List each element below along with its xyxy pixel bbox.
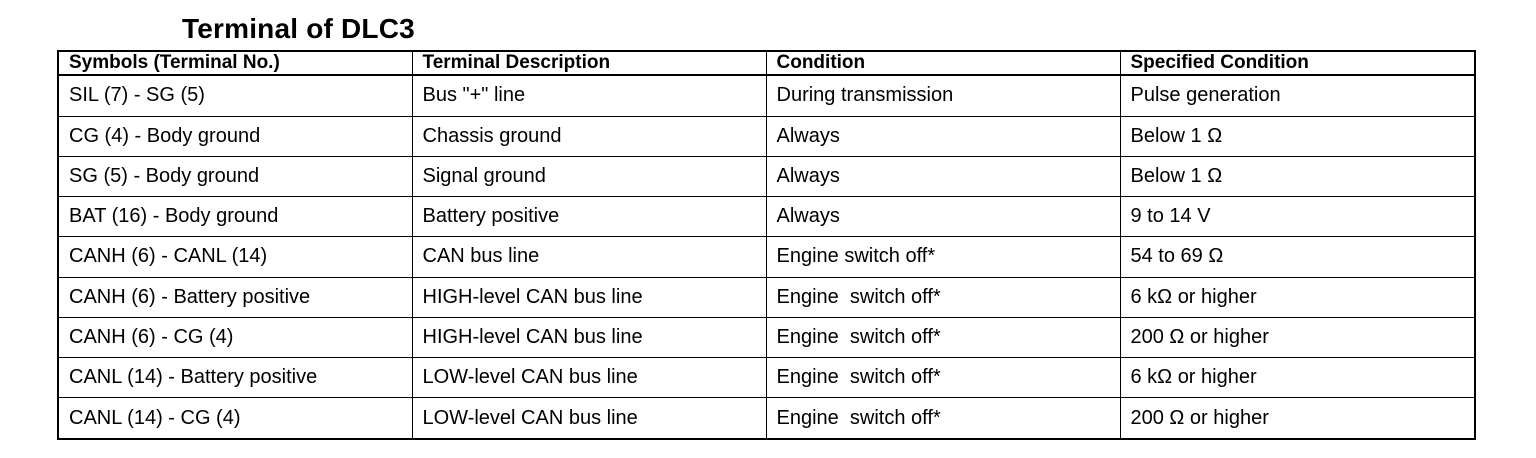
- cell-specified: 200 Ω or higher: [1120, 398, 1475, 439]
- cell-description: HIGH-level CAN bus line: [412, 277, 766, 317]
- cell-specified: Below 1 Ω: [1120, 116, 1475, 156]
- table-row: [58, 237, 1475, 277]
- cell-specified: 200 Ω or higher: [1120, 317, 1475, 357]
- cell-symbols: SG (5) - Body ground: [58, 156, 412, 196]
- table-row: [58, 317, 1475, 357]
- cell-specified: 9 to 14 V: [1120, 197, 1475, 237]
- terminal-spec-table: [57, 50, 1476, 440]
- cell-condition: Engine switch off*: [766, 358, 1120, 398]
- table-row: [58, 156, 1475, 196]
- page-title: Terminal of DLC3: [182, 13, 415, 44]
- header-condition: Condition: [766, 51, 1120, 75]
- cell-symbols: BAT (16) - Body ground: [58, 197, 412, 237]
- cell-description: Bus "+" line: [412, 75, 766, 116]
- cell-condition: Engine switch off*: [766, 317, 1120, 357]
- cell-condition: During transmission: [766, 75, 1120, 116]
- cell-condition: Engine switch off*: [766, 237, 1120, 277]
- cell-description: HIGH-level CAN bus line: [412, 317, 766, 357]
- cell-symbols: CG (4) - Body ground: [58, 116, 412, 156]
- cell-description: CAN bus line: [412, 237, 766, 277]
- cell-description: Chassis ground: [412, 116, 766, 156]
- cell-symbols: CANH (6) - Battery positive: [58, 277, 412, 317]
- cell-condition: Always: [766, 116, 1120, 156]
- cell-specified: Below 1 Ω: [1120, 156, 1475, 196]
- cell-condition: Always: [766, 197, 1120, 237]
- header-symbols: Symbols (Terminal No.): [58, 51, 412, 75]
- table-row: [58, 197, 1475, 237]
- cell-description: LOW-level CAN bus line: [412, 398, 766, 439]
- cell-description: Battery positive: [412, 197, 766, 237]
- header-terminal-description: Terminal Description: [412, 51, 766, 75]
- cell-symbols: SIL (7) - SG (5): [58, 75, 412, 116]
- table-row: [58, 398, 1475, 439]
- cell-description: Signal ground: [412, 156, 766, 196]
- cell-condition: Engine switch off*: [766, 277, 1120, 317]
- cell-condition: Engine switch off*: [766, 398, 1120, 439]
- cell-symbols: CANH (6) - CANL (14): [58, 237, 412, 277]
- cell-symbols: CANH (6) - CG (4): [58, 317, 412, 357]
- cell-description: LOW-level CAN bus line: [412, 358, 766, 398]
- cell-specified: 6 kΩ or higher: [1120, 358, 1475, 398]
- cell-specified: Pulse generation: [1120, 75, 1475, 116]
- table-row: [58, 75, 1475, 116]
- cell-symbols: CANL (14) - CG (4): [58, 398, 412, 439]
- cell-specified: 6 kΩ or higher: [1120, 277, 1475, 317]
- table-row: [58, 116, 1475, 156]
- cell-specified: 54 to 69 Ω: [1120, 237, 1475, 277]
- table-row: [58, 358, 1475, 398]
- header-specified-condition: Specified Condition: [1120, 51, 1475, 75]
- table-header-row: [58, 51, 1475, 75]
- cell-condition: Always: [766, 156, 1120, 196]
- table-row: [58, 277, 1475, 317]
- cell-symbols: CANL (14) - Battery positive: [58, 358, 412, 398]
